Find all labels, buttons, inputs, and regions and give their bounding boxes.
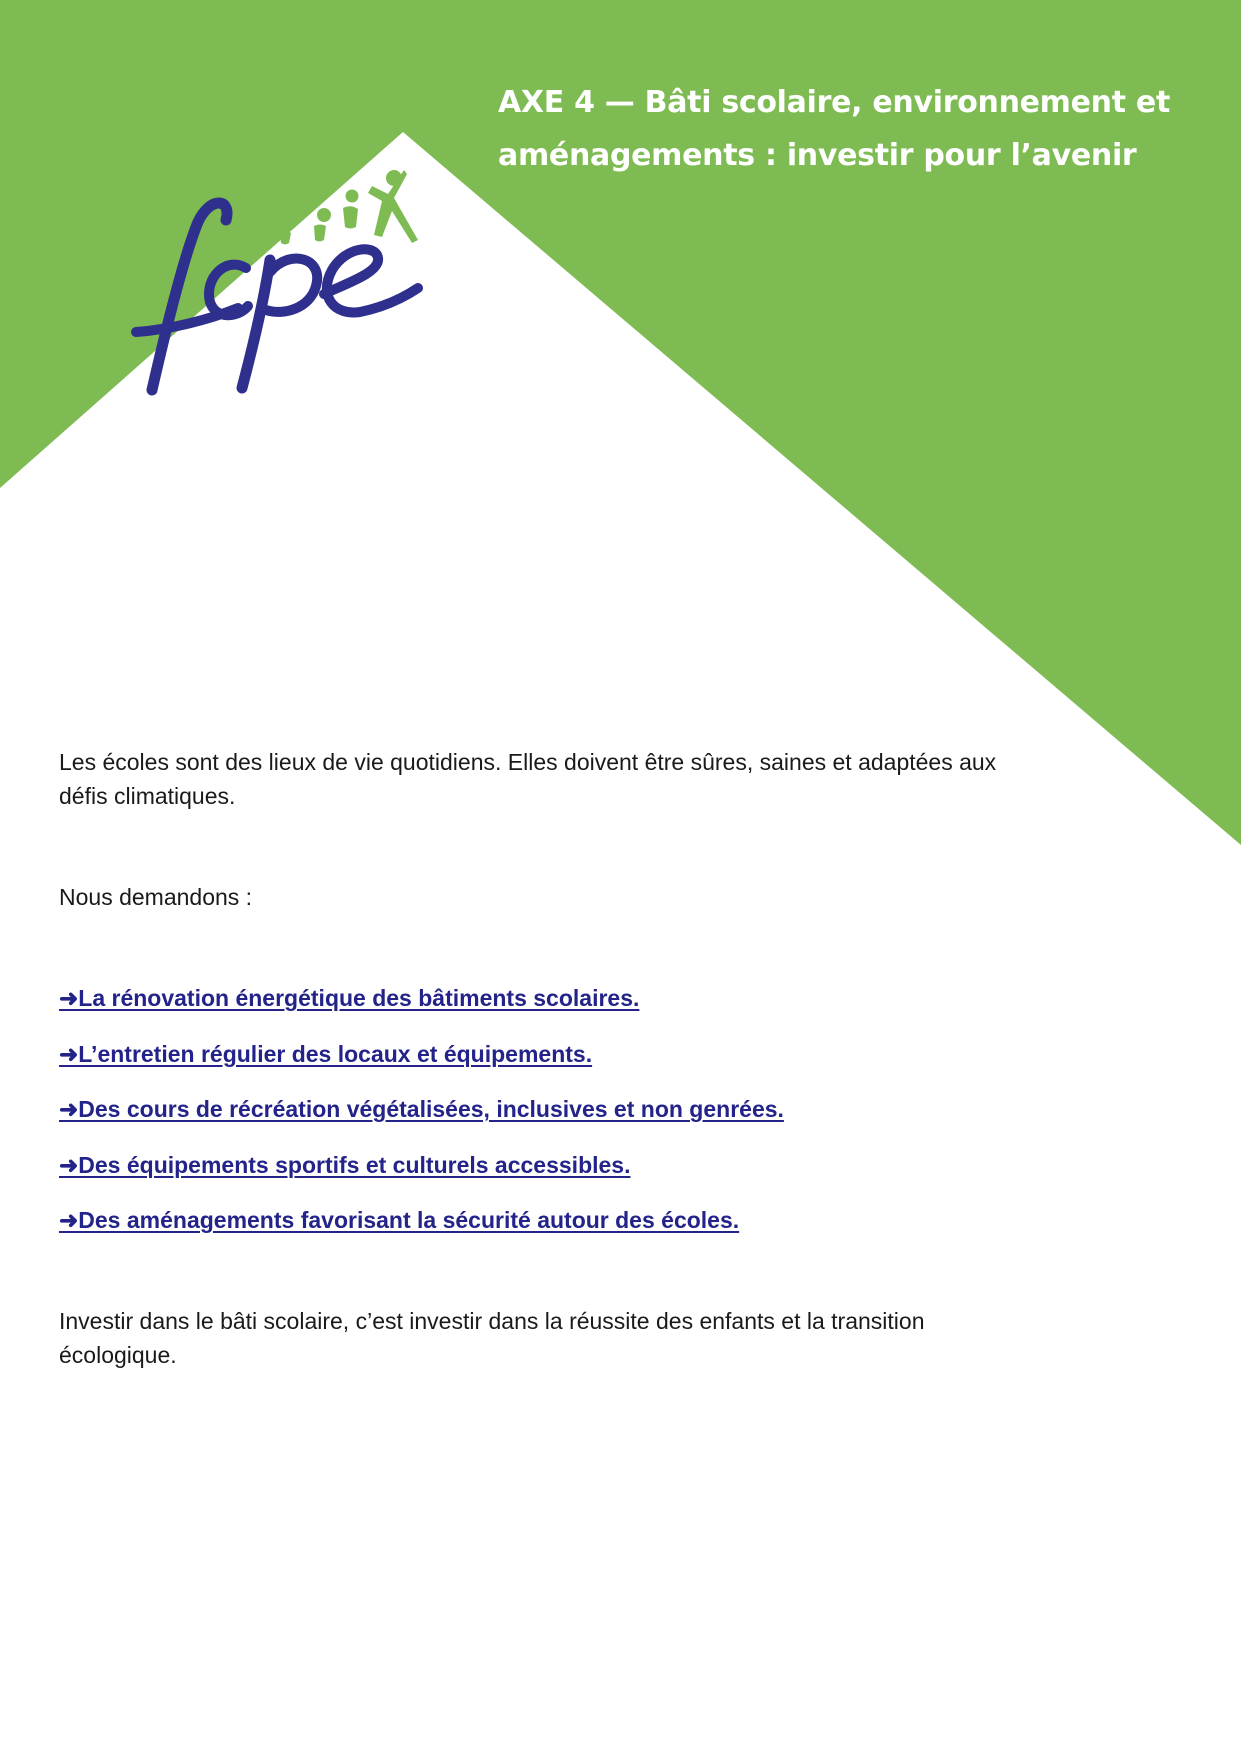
page-title-line-1: AXE 4 — Bâti scolaire, environnement et — [498, 85, 1171, 120]
demand-link-maintenance[interactable]: ➜L’entretien régulier des locaux et équipements. — [59, 1040, 593, 1067]
page-title-line-2: aménagements : investir pour l’avenir — [498, 138, 1137, 173]
list-item — [59, 1148, 784, 1204]
list-item — [59, 981, 784, 1037]
intro-line-1: Les écoles sont des lieux de vie quotidiens. Elles doivent être sûres, saines et adaptées aux — [59, 749, 997, 775]
demand-link-playgrounds[interactable]: ➜Des cours de récréation végétalisées, inclusives et non genrées. — [59, 1096, 784, 1122]
demand-label: Nous demandons : — [59, 884, 253, 910]
closing-paragraph — [59, 1304, 1059, 1372]
list-item — [59, 1203, 784, 1259]
demand-link-facilities[interactable]: ➜Des équipements sportifs et culturels accessibles. — [59, 1151, 631, 1178]
fcpe-logo-with-figures-icon — [128, 160, 448, 405]
page-title — [498, 76, 1218, 182]
demand-link-renovation[interactable]: ➜La rénovation énergétique des bâtiments scolaires. — [59, 985, 640, 1011]
closing-line-2: écologique. — [59, 1342, 177, 1368]
demand-link-safety[interactable]: ➜Des aménagements favorisant la sécurité autour des écoles. — [59, 1207, 740, 1233]
demand-list — [59, 981, 784, 1259]
intro-paragraph — [59, 745, 1119, 813]
children-figures-icon — [280, 170, 418, 245]
list-item — [59, 1037, 784, 1093]
list-item — [59, 1092, 784, 1148]
intro-line-2: défis climatiques. — [59, 783, 236, 809]
closing-line-1: Investir dans le bâti scolaire, c’est investir dans la réussite des enfants et la transition — [59, 1308, 925, 1334]
